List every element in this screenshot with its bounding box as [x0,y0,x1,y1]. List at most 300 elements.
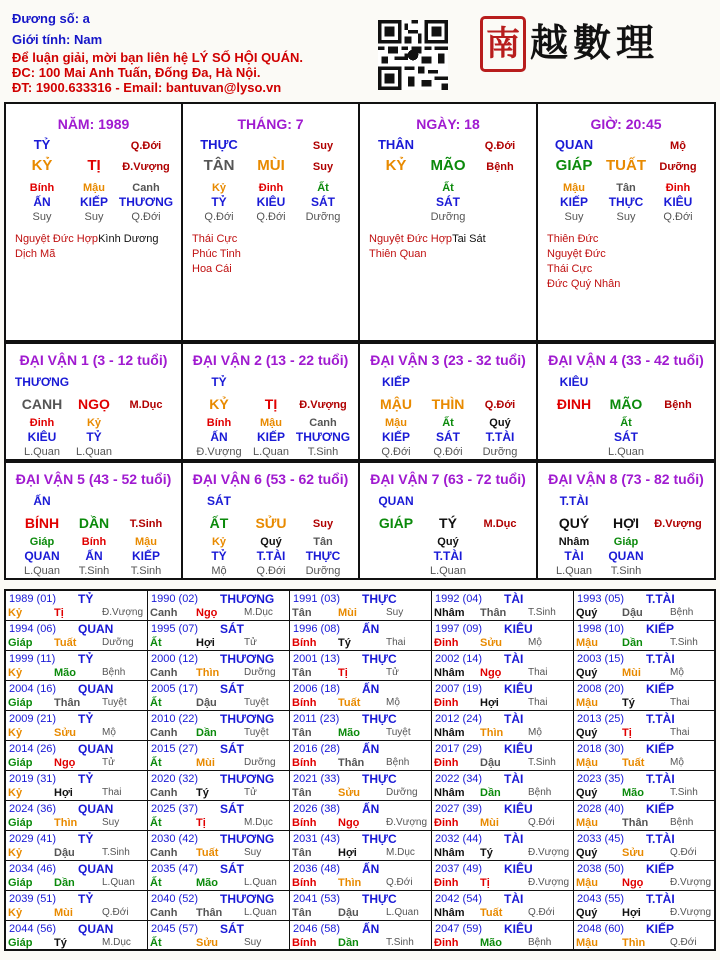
year-star: SÁT [220,862,244,876]
dai-van-bottom-state: Đ.Vượng [196,446,242,458]
year-can: Tân [292,847,312,859]
year-state: Mộ [528,727,542,738]
year-chi: Dậu [54,847,75,859]
dai-van-title: ĐẠI VẬN 4 (33 - 42 tuổi) [548,352,704,368]
pillar-can: KỶ [385,157,407,174]
dai-van-hidden-can: Quý [437,536,459,548]
header [0,0,720,100]
dai-van-hidden-can: Nhâm [558,536,590,548]
dai-van-title: ĐẠI VẬN 5 (43 - 52 tuổi) [15,471,172,487]
year-state: Tử [244,637,257,648]
dai-van-state: Đ.Vượng [299,399,347,411]
year-star: QUAN [78,742,114,756]
year-label: 2031 (43) [293,833,341,845]
year-star: TỶ [78,592,94,606]
dai-van-hidden-can: Mậu [135,536,157,548]
year-label: 2030 (42) [151,833,199,845]
pillar-can: GIÁP [555,157,593,174]
year-can: Nhâm [434,847,465,859]
hidden-star: THƯƠNG [118,195,174,209]
year-label: 1990 (02) [151,593,199,605]
dai-van-can: QUÝ [558,515,590,531]
year-state: Tuyệt [386,727,411,738]
year-state: Dưỡng [244,757,276,768]
year-can: Kỷ [8,847,23,859]
year-can: Mậu [576,937,598,949]
dai-van-hidden-can: Giáp [29,536,55,548]
note-item: Nguyệt Đức Hợp [369,233,453,245]
year-state: Mộ [528,637,542,648]
year-can: Ất [150,697,162,709]
year-cell [6,711,148,741]
year-state: M.Dục [244,607,273,618]
year-state: M.Dục [386,847,415,858]
year-can: Đinh [434,697,459,709]
dai-van-1 [6,344,183,459]
dai-van-hidden-star: QUAN [608,549,644,563]
address: ĐC: 100 Mai Anh Tuấn, Đống Đa, Hà Nội. [12,65,261,80]
dai-van-bottom-state: L.Quan [252,446,290,458]
year-label: 2047 (59) [435,923,483,935]
year-can: Canh [150,667,178,679]
year-star: SÁT [220,922,244,936]
year-label: 2034 (46) [9,863,57,875]
dai-van-chi: HỢI [613,515,639,531]
hidden-can: Mậu [563,182,585,194]
dai-van-hidden-can: Mậu [260,417,282,429]
year-chi: Tý [480,847,493,859]
hidden-star: KIÊU [256,195,286,209]
year-cell [574,771,714,801]
year-cell [148,891,290,921]
pillar-can: KỶ [31,157,53,174]
year-chi: Dần [338,937,359,949]
hidden-can: Mậu [83,182,105,194]
year-cell [148,681,290,711]
year-can: Nhâm [434,787,465,799]
year-label: 2015 (27) [151,743,199,755]
pillar-1 [183,104,360,340]
year-chi: Tị [338,667,348,679]
dai-van-hidden-can: Bính [206,417,232,429]
dai-van-bottom-state: Q.Đới [256,565,286,577]
year-label: 2040 (52) [151,893,199,905]
pillar-chi-state: Dưỡng [659,161,697,173]
year-chi: Ngọ [196,607,218,619]
pillar-2 [360,104,538,340]
pillar-chi: TUẤT [606,157,646,174]
hidden-can: Đinh [258,182,284,194]
year-chi: Tị [480,877,490,889]
dai-van-title: ĐẠI VẬN 8 (73 - 82 tuổi) [548,471,704,487]
year-label: 2007 (19) [435,683,483,695]
year-can: Quý [576,907,598,919]
year-label: 2024 (36) [9,803,57,815]
year-cell [290,861,432,891]
year-chi: Mùi [480,817,499,829]
note-item: Dịch Mã [15,248,56,260]
year-star: TỶ [78,652,94,666]
hidden-can: Ất [442,182,454,194]
year-star: TÀI [504,832,524,846]
year-star: TÀI [504,592,524,606]
year-cell [432,741,574,771]
year-chi: Mùi [622,667,641,679]
year-chi: Thân [196,907,223,919]
year-cell [290,711,432,741]
pillar-can: TÂN [203,157,235,174]
year-can: Giáp [8,937,33,949]
dai-van-title: ĐẠI VẬN 7 (63 - 72 tuổi) [370,471,526,487]
year-can: Nhâm [434,607,465,619]
dai-van-hidden-star: KIẾP [131,549,160,563]
year-label: 2043 (55) [577,893,625,905]
dai-van-state: Suy [312,518,334,530]
year-can: Giáp [8,817,33,829]
year-star: QUAN [78,802,114,816]
year-label: 2039 (51) [9,893,57,905]
year-cell [148,801,290,831]
year-state: T.Sinh [386,937,414,948]
contact-note: Để luận giải, mời bạn liên hệ LÝ SỐ HỘI QUÁN. [12,50,303,65]
year-star: ẤN [362,682,380,696]
year-cell [6,921,148,951]
dai-van-hidden-star: KIẾP [381,430,410,444]
year-cell [6,741,148,771]
year-chi: Tý [338,637,351,649]
year-chi: Sửu [622,847,645,859]
hidden-state: Suy [32,211,52,223]
year-chi: Sửu [480,637,503,649]
year-cell [432,621,574,651]
year-state: L.Quan [102,877,135,888]
year-chi: Tý [54,937,67,949]
year-cell [148,921,290,951]
year-state: Q.Đới [386,877,413,888]
year-can: Ất [150,757,162,769]
year-state: Suy [102,817,120,828]
year-label: 2042 (54) [435,893,483,905]
year-cell [574,651,714,681]
year-star: KIẾP [646,682,675,696]
year-chi: Thân [480,607,507,619]
year-chi: Hợi [480,697,499,709]
year-label: 2044 (56) [9,923,57,935]
year-star: TỶ [78,712,94,726]
year-label: 1989 (01) [9,593,57,605]
year-chi: Sửu [196,937,219,949]
year-state: Đ.Vượng [386,817,428,828]
year-state: Đ.Vượng [528,877,570,888]
year-can: Quý [576,727,598,739]
year-can: Kỷ [8,607,23,619]
year-label: 2041 (53) [293,893,341,905]
year-chi: Tý [622,697,635,709]
year-cell [6,681,148,711]
year-star: TỶ [78,892,94,906]
year-label: 2013 (25) [577,713,625,725]
hidden-star: THỰC [608,195,644,209]
year-label: 2000 (12) [151,653,199,665]
pillar-chi-state: Suy [312,161,334,173]
year-chi: Mão [480,937,502,949]
year-state: Bệnh [670,817,694,828]
note-item: Phúc Tinh [192,248,241,260]
dai-van-hidden-can: Kỷ [86,417,102,429]
dai-van-can: BÍNH [24,515,60,531]
year-state: Bệnh [528,787,552,798]
note-item: Thái Cực [547,263,593,275]
year-can: Giáp [8,697,33,709]
year-chi: Ngọ [622,877,644,889]
note-item: Nguyệt Đức [547,248,606,260]
year-can: Tân [292,607,312,619]
year-can: Mậu [576,817,598,829]
dai-van-star: T.TÀI [559,494,589,508]
dai-van-8 [538,463,714,578]
year-chi: Tuất [480,907,503,919]
dai-van-row-2 [4,461,716,580]
hidden-can: Đinh [665,182,691,194]
pillar-top-state: Suy [312,140,334,152]
year-can: Tân [292,727,312,739]
year-can: Nhâm [434,727,465,739]
year-chi: Tuất [338,697,361,709]
dai-van-hidden-star: SÁT [614,430,638,444]
year-state: Dưỡng [244,667,276,678]
year-cell [148,771,290,801]
year-label: 2036 (48) [293,863,341,875]
dai-van-7 [360,463,538,578]
year-label: 2010 (22) [151,713,199,725]
year-can: Mậu [576,697,598,709]
year-chi: Tị [622,727,632,739]
year-chi: Dần [54,877,75,889]
year-cell [290,741,432,771]
dai-van-hidden-can: Tân [313,536,333,548]
year-chi: Mùi [338,607,357,619]
dai-van-bottom-state: Mộ [211,565,227,577]
dai-van-hidden-can: Đinh [29,417,55,429]
year-chi: Ngọ [480,667,502,679]
year-state: Thai [670,697,690,708]
year-label: 2045 (57) [151,923,199,935]
dai-van-hidden-star: KIẾP [256,430,285,444]
year-chi: Thìn [622,937,646,949]
year-state: Tuyệt [244,727,269,738]
dai-van-star: SÁT [207,494,231,508]
note-item: Nguyệt Đức Hợp [15,233,99,245]
year-chi: Hợi [196,637,215,649]
year-chi: Mão [338,727,360,739]
note-item: Thiên Đức [547,233,599,245]
year-state: Thai [670,727,690,738]
year-state: T.Sinh [102,847,130,858]
dai-van-hidden-can: Mậu [385,417,407,429]
year-chi: Dậu [196,697,217,709]
hidden-star: KIẾP [79,195,108,209]
dai-van-4 [538,344,714,459]
year-chi: Thân [338,757,365,769]
year-can: Bính [292,637,317,649]
note-item: Kình Dương [98,233,159,245]
year-star: THỰC [362,892,397,906]
year-can: Quý [576,787,598,799]
year-cell [290,771,432,801]
dai-van-bottom-state: L.Quan [23,565,61,577]
dai-van-bottom-state: Q.Đới [381,446,411,458]
pillar-chi: MÙI [257,157,285,174]
dai-van-hidden-can: Ất [620,417,632,429]
year-chi: Hợi [338,847,357,859]
year-cell [574,891,714,921]
year-label: 2022 (34) [435,773,483,785]
year-star: ẤN [362,742,380,756]
dai-van-bottom-state: L.Quan [429,565,467,577]
year-label: 1993 (05) [577,593,625,605]
year-label: 2023 (35) [577,773,625,785]
dai-van-can: ĐINH [556,396,592,412]
year-chi: Tị [54,607,64,619]
dai-van-state: T.Sinh [129,518,163,530]
seal-logo: 南 [480,16,526,72]
year-chi: Tý [196,787,209,799]
year-label: 1999 (11) [9,653,56,665]
year-star: ẤN [362,622,380,636]
year-state: Bệnh [386,757,410,768]
year-can: Ất [150,637,162,649]
dai-van-state: M.Dục [483,518,517,530]
year-label: 2032 (44) [435,833,483,845]
dai-van-chi: TỊ [264,396,278,412]
year-chi: Dậu [338,907,359,919]
year-chi: Tuất [622,757,645,769]
year-label: 2037 (49) [435,863,483,875]
year-cell [574,681,714,711]
year-chi: Tị [196,817,206,829]
hidden-state: Dưỡng [305,211,341,223]
dai-van-can: KỶ [209,396,229,412]
year-label: 2029 (41) [9,833,57,845]
year-state: Q.Đới [528,817,555,828]
dai-van-star: THƯƠNG [14,375,70,389]
dai-van-5 [6,463,183,578]
year-label: 2038 (50) [577,863,625,875]
pillar-top-star: THÂN [377,137,415,152]
year-star: KIÊU [504,922,533,936]
owner-name: Đương số: a [12,11,90,26]
year-star: KIÊU [504,622,533,636]
year-state: M.Dục [102,937,131,948]
dai-van-hidden-star: KIÊU [27,430,57,444]
year-cell [290,681,432,711]
dai-van-chi: MÃO [609,396,643,412]
year-can: Bính [292,757,317,769]
dai-van-hidden-star: THƯƠNG [295,430,351,444]
year-cell [6,801,148,831]
pillar-notes [15,232,159,262]
year-can: Ất [150,817,162,829]
pillar-title: GIỜ: 20:45 [590,116,662,132]
year-state: Bệnh [670,607,694,618]
year-can: Bính [292,697,317,709]
year-label: 2021 (33) [293,773,341,785]
hidden-state: Q.Đới [663,211,693,223]
dai-van-hidden-star: ẤN [85,549,103,563]
hidden-state: Q.Đới [204,211,234,223]
year-cell [574,921,714,951]
dai-van-hidden-can: Canh [309,417,337,429]
pillar-top-star: THỰC [200,137,238,152]
dai-van-hidden-can: Kỷ [211,536,227,548]
year-label: 2017 (29) [435,743,483,755]
year-star: QUAN [78,922,114,936]
pillar-chi-state: Bệnh [486,161,514,173]
year-star: TÀI [504,892,524,906]
year-cell [432,891,574,921]
year-label: 2005 (17) [151,683,199,695]
year-chi: Thìn [480,727,504,739]
pillar-0 [6,104,183,340]
year-cell [290,591,432,621]
year-chi: Hợi [54,787,73,799]
dai-van-chi: NGỌ [78,396,110,412]
year-label: 2004 (16) [9,683,57,695]
year-star: KIẾP [646,922,675,936]
year-can: Kỷ [8,727,23,739]
year-cell [148,591,290,621]
year-star: SÁT [220,742,244,756]
year-cell [290,651,432,681]
year-cell [6,891,148,921]
year-star: THỰC [362,712,397,726]
year-can: Giáp [8,637,33,649]
dai-van-can: MẬU [380,396,412,412]
pillar-chi: TỊ [87,157,101,174]
year-state: Mộ [386,697,400,708]
note-item: Thiên Quan [369,248,427,260]
dai-van-chi: THÌN [431,396,465,412]
note-item: Đức Quý Nhân [547,278,621,290]
year-star: T.TÀI [646,832,675,846]
dai-van-hidden-star: TỶ [211,549,227,563]
year-can: Quý [576,847,598,859]
year-state: Bệnh [102,667,126,678]
note-item: Tai Sát [452,233,486,245]
year-chi: Mão [54,667,76,679]
year-star: TÀI [504,712,524,726]
pillar-top-star: QUAN [554,137,594,152]
hidden-can: Canh [132,182,160,194]
year-can: Ất [150,937,162,949]
year-can: Đinh [434,757,459,769]
year-label: 2048 (60) [577,923,625,935]
year-cell [290,831,432,861]
pillar-notes [192,232,241,277]
year-cell [432,711,574,741]
year-label: 1998 (10) [577,623,625,635]
pillar-title: NĂM: 1989 [57,116,130,132]
hidden-state: Q.Đới [256,211,286,223]
year-can: Đinh [434,937,459,949]
year-label: 1992 (04) [435,593,483,605]
year-state: Q.Đới [670,847,697,858]
year-can: Tân [292,787,312,799]
year-state: Q.Đới [670,937,697,948]
year-star: KIÊU [504,862,533,876]
dai-van-state: Q.Đới [484,399,516,411]
year-can: Giáp [8,877,33,889]
